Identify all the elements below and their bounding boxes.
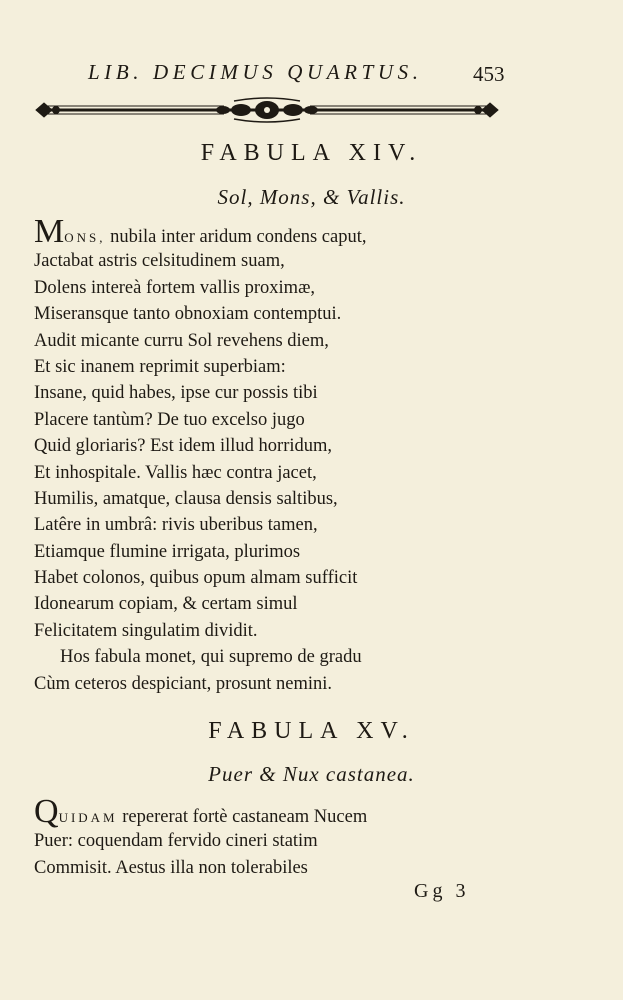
fable-14-heading: FABULA XIV. <box>200 140 423 166</box>
moral-line: Cùm ceteros despiciant, prosunt nemini. <box>34 673 332 694</box>
moral-line: Hos fabula monet, qui supremo de gradu <box>60 647 362 668</box>
verse-line: Etiamque flumine irrigata, plurimos <box>34 541 301 562</box>
signature-mark: Gg 3 <box>414 880 470 902</box>
verse-line: Habet colonos, quibus opum almam sufficit <box>34 568 358 589</box>
verse-line: Puer: coquendam fervido cineri statim <box>34 831 318 852</box>
small-caps-word: ONS, <box>64 230 106 245</box>
verse-line: Et inhospitale. Vallis hæc contra jacet, <box>34 462 317 483</box>
fable-15-subtitle: Puer & Nux castanea. <box>208 762 415 786</box>
page-number: 453 <box>473 62 505 86</box>
verse-line: Dolens intereà fortem vallis proximæ, <box>34 277 316 298</box>
drop-capital: Q <box>34 793 59 830</box>
drop-capital: M <box>34 213 65 250</box>
verse-line: Quid gloriaris? Est idem illud horridum, <box>34 436 333 457</box>
fable-14-verse <box>34 213 474 697</box>
verse-line: Felicitatem singulatim dividit. <box>34 620 258 641</box>
verse-line: Placere tantùm? De tuo excelso jugo <box>34 409 305 430</box>
small-caps-word: UIDAM <box>58 810 118 825</box>
verse-line <box>34 793 474 830</box>
verse-line: Miseransque tanto obnoxiam contemptui. <box>34 304 342 325</box>
fable-14-subtitle: Sol, Mons, & Vallis. <box>217 185 406 209</box>
ornamental-rule-icon <box>34 97 500 123</box>
verse-line: Humilis, amatque, clausa densis saltibus, <box>34 488 338 509</box>
verse-line: Idonearum copiam, & certam simul <box>34 594 298 615</box>
verse-line: Commisit. Aestus illa non tolerabiles <box>34 857 308 878</box>
verse-line-rest: repererat fortè castaneam Nucem <box>117 807 368 827</box>
verse-line: Jactabat astris celsitudinem suam, <box>34 251 285 272</box>
verse-line: Insane, quid habes, ipse cur possis tibi <box>34 383 318 404</box>
verse-line: Audit micante curru Sol revehens diem, <box>34 330 329 351</box>
fable-15-heading: FABULA XV. <box>208 718 415 744</box>
verse-line <box>34 213 474 250</box>
verse-line: Et sic inanem reprimit superbiam: <box>34 356 286 377</box>
running-title: LIB. DECIMUS QUARTUS. <box>88 60 423 84</box>
verse-line: Latêre in umbrâ: rivis uberibus tamen, <box>34 515 318 536</box>
fable-15-verse <box>34 793 474 881</box>
verse-line-rest: nubila inter aridum condens caput, <box>105 227 367 247</box>
